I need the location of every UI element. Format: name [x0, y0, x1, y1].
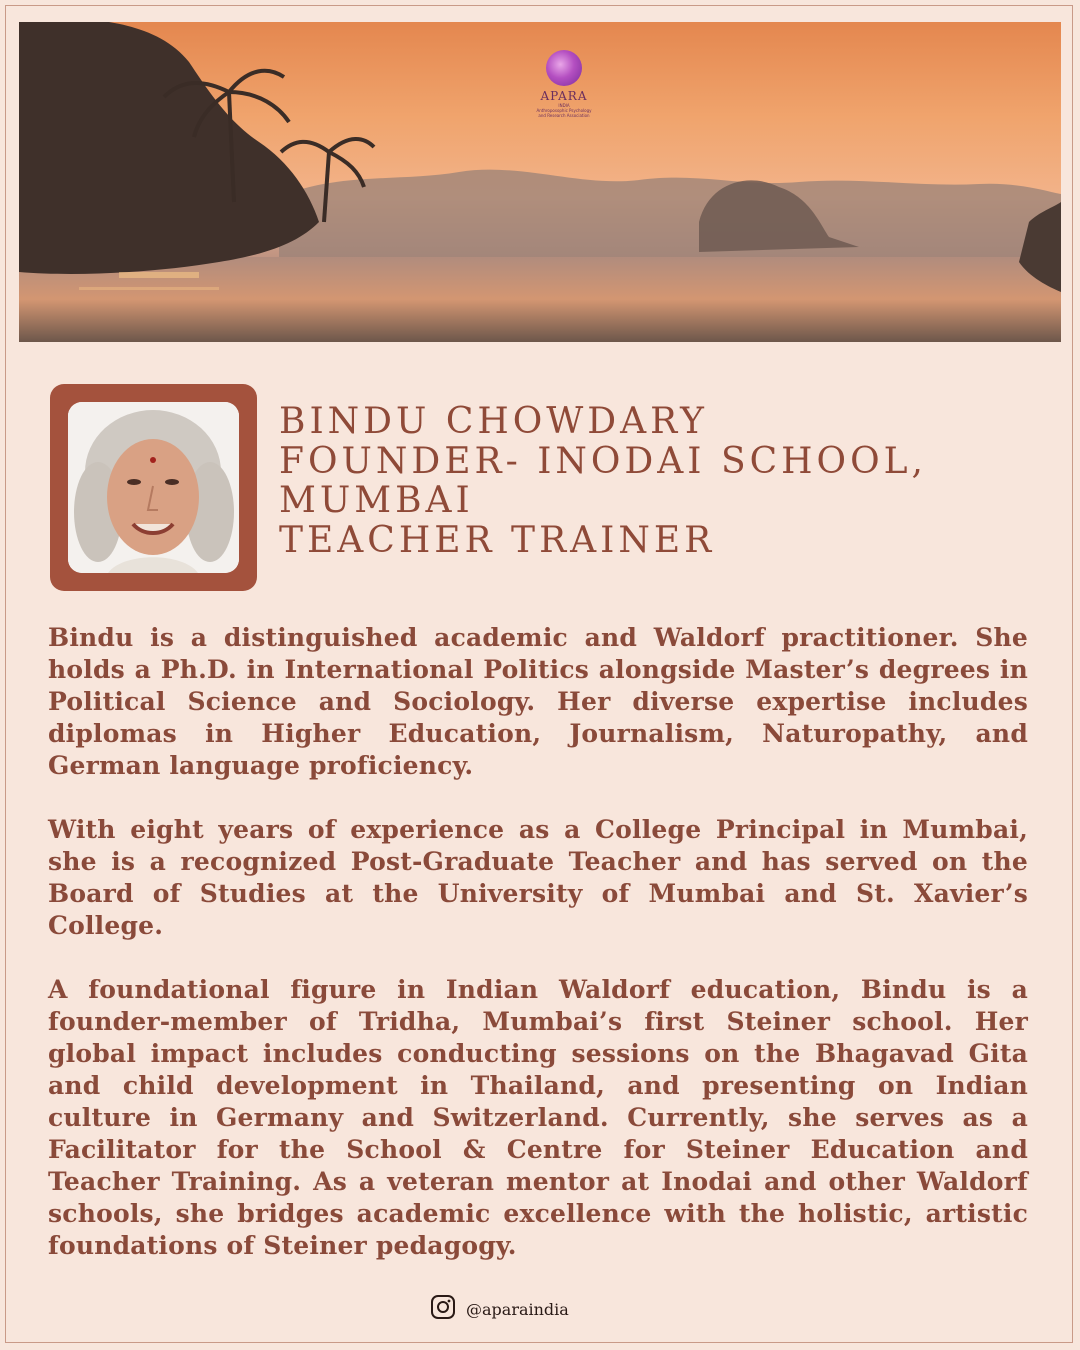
profile-title-line-3: TEACHER TRAINER — [279, 519, 716, 561]
biography — [48, 622, 1028, 1262]
instagram-icon[interactable] — [430, 1294, 456, 1324]
apara-logo — [524, 50, 604, 118]
profile-title-line-1: FOUNDER- INODAI SCHOOL, — [279, 440, 927, 482]
profile-photo — [68, 402, 239, 573]
bio-paragraph-2: With eight years of experience as a College Principal in Mumbai, she is a recognized Post-Graduate Teacher and has served on the Board of Studies at the University of Mumbai and St. Xavier’s College. — [48, 815, 1028, 940]
logo-subtitle-2: Anthroposophic Psychology — [536, 108, 592, 113]
logo-name: APARA — [540, 89, 588, 103]
bio-paragraph-1: Bindu is a distinguished academic and Waldorf practitioner. She holds a Ph.D. in International Politics alongside Master’s degrees in Political Science and Sociology. Her diverse expertise includes diplomas in Higher Education, Journalism, Naturopathy, and German language proficiency. — [48, 623, 1028, 780]
sunset-banner-image — [19, 22, 1061, 342]
profile-photo-frame — [50, 384, 257, 591]
social-handle-row[interactable] — [430, 1295, 569, 1323]
profile-name: BINDU CHOWDARY — [279, 401, 708, 442]
profile-heading — [279, 402, 1039, 560]
profile-title-line-2: MUMBAI — [279, 480, 474, 521]
bio-paragraph-3: A foundational figure in Indian Waldorf education, Bindu is a founder-member of Tridha, Mumbai’s first Steiner school. Her global impact includes conducting sessions on the Bhagavad Gita and child development in Thailand, and presenting on Indian culture in Germany and Switzerland. Currently, she serves as a Facilitator for the School & Centre for Steiner Education and Teacher Training. As a veteran mentor at Inodai and other Waldorf schools, she bridges academic excellence with the holistic, artistic foundations of Steiner pedagogy. — [48, 975, 1028, 1260]
logo-subtitle-3: and Research Association — [538, 113, 590, 118]
logo-subtitle-1: INDIA — [558, 103, 570, 108]
instagram-handle[interactable]: @aparaindia — [466, 1299, 569, 1319]
apara-logo-icon — [546, 50, 582, 86]
